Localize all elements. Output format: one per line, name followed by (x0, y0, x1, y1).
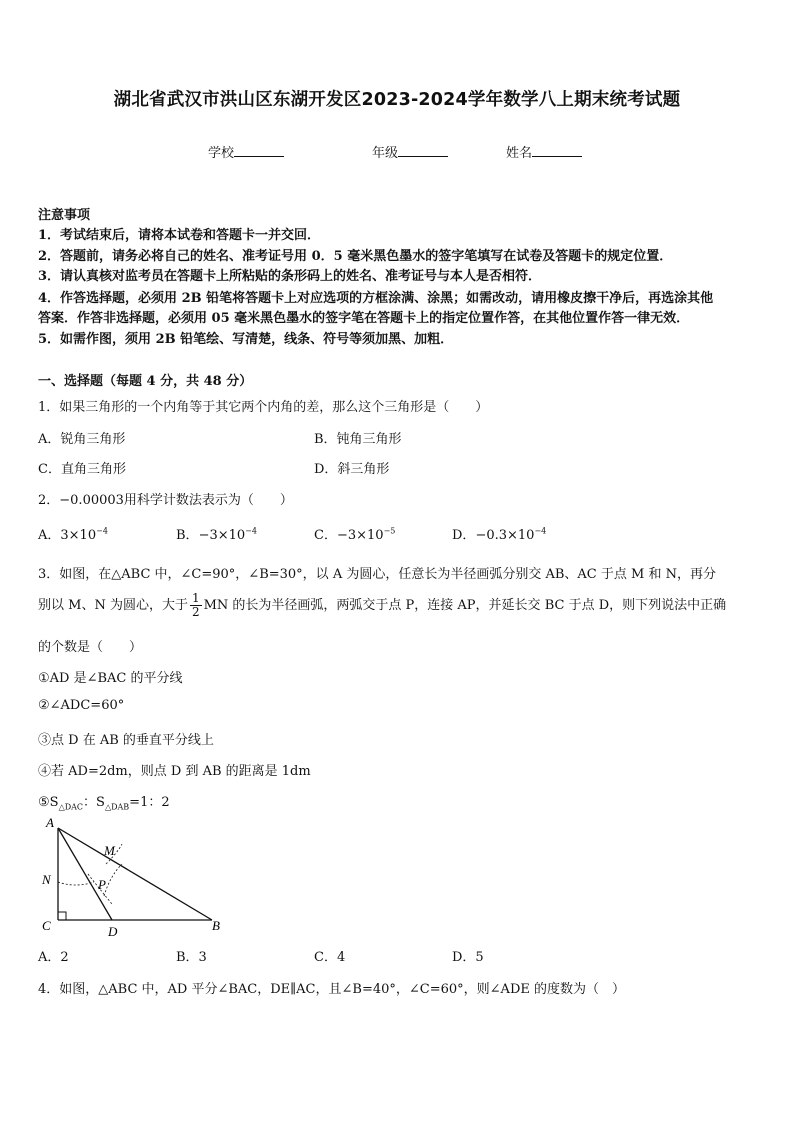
q2-option-c (314, 524, 395, 543)
q3-statement-3: ③点 D 在 AB 的垂直平分线上 (38, 733, 214, 748)
option-label: D． (452, 528, 476, 543)
option-exponent: −4 (96, 526, 108, 536)
q3-option-c: C．4 (314, 950, 346, 965)
option-label: C． (314, 528, 337, 543)
q2-option-b (176, 524, 257, 543)
option-exponent: −4 (534, 526, 547, 536)
line-ad (58, 828, 112, 920)
option-value: −3×10 (336, 528, 384, 543)
note-item: 2．答题前，请务必将自己的姓名、准考证号用 0．5 毫米黑色墨水的签字笔填写在试卷及答题卡的规定位置． (38, 249, 673, 264)
note-item: 4．作答选择题，必须用 2B 铅笔将答题卡上对应选项的方框涂满、涂黑；如需改动，请用橡皮擦干净后，再选涂其他 (38, 291, 714, 306)
school-label: 学校 (208, 146, 235, 161)
school-field (208, 142, 284, 161)
triangle-diagram (30, 812, 230, 940)
section-heading: 一、选择题（每题 4 分，共 48 分） (38, 374, 253, 389)
note-item: 3．请认真核对监考员在答题卡上所粘贴的条形码上的姓名、准考证号与本人是否相符． (38, 269, 542, 284)
fraction-half (190, 592, 202, 619)
arc-p2 (104, 864, 122, 896)
q2-option-d (452, 524, 546, 543)
q1-option-c: C．直角三角形 (38, 462, 126, 477)
label-b: B (212, 918, 220, 933)
side-ab (58, 828, 212, 920)
grade-field (372, 142, 448, 161)
label-m: M (104, 843, 115, 858)
name-label: 姓名 (506, 146, 533, 161)
label-p: P (98, 877, 106, 892)
note-item: 5．如需作图，须用 2B 铅笔绘、写清楚，线条、符号等须加黑、加粗． (38, 332, 454, 347)
name-field (506, 142, 582, 161)
fraction-denominator: 2 (191, 605, 200, 619)
label-d: D (108, 924, 118, 939)
option-value: −0.3×10 (475, 528, 535, 543)
q3-option-b: B．3 (176, 950, 207, 965)
notes-heading: 注意事项 (38, 208, 91, 223)
s5-sub: △DAB (104, 802, 130, 812)
option-exponent: −4 (245, 526, 257, 536)
option-label: B． (176, 528, 199, 543)
q3-option-d: D．5 (452, 950, 484, 965)
label-a: A (46, 815, 54, 830)
name-blank (532, 144, 582, 157)
school-blank (234, 144, 284, 157)
option-value: −3×10 (198, 528, 246, 543)
q3-line1: 3．如图，在△ABC 中，∠C=90°，∠B=30°，以 A 为圆心，任意长为半径画弧分别交 AB、AC 于点 M 和 N，再分 (38, 567, 716, 582)
fraction-numerator: 1 (191, 591, 200, 605)
note-item: 1．考试结束后，请将本试卷和答题卡一并交回． (38, 228, 321, 243)
q3-line3: 的个数是（ ） (38, 640, 143, 655)
option-value: 3×10 (60, 528, 97, 543)
option-exponent: −5 (383, 526, 396, 536)
q4-stem: 4．如图，△ABC 中，AD 平分∠BAC，DE∥AC，且∠B=40°，∠C=60°，则∠ADE 的度数为（ ） (38, 982, 625, 997)
q3-statement-1: ①AD 是∠BAC 的平分线 (38, 671, 183, 686)
note-item: 答案．作答非选择题，必须用 05 毫米黑色墨水的签字笔在答题卡上的指定位置作答，在其他位置作答一律无效． (38, 311, 690, 326)
s5-part: =1：2 (129, 795, 170, 810)
q3-line2-part2: MN 的长为半径画弧，两弧交于点 P，连接 AP，并延长交 BC 于点 D，则下列说法中正确 (203, 598, 727, 613)
exam-title: 湖北省武汉市洪山区东湖开发区2023-2024学年数学八上期末统考试题 (113, 90, 681, 110)
q3-line2-part1: 别以 M、N 为圆心，大于 (38, 598, 188, 613)
q3-statement-5 (38, 791, 170, 812)
right-angle-mark (58, 912, 66, 920)
option-label: A． (38, 528, 61, 543)
grade-blank (398, 144, 448, 157)
s5-part: ⑤S (38, 795, 59, 810)
q1-option-d: D．斜三角形 (314, 462, 390, 477)
q3-option-a: A．2 (38, 950, 69, 965)
label-n: N (42, 872, 51, 887)
q1-stem: 1．如果三角形的一个内角等于其它两个内角的差，那么这个三角形是（ ） (38, 400, 489, 415)
q1-option-a: A．锐角三角形 (38, 432, 126, 447)
triangle-figure (30, 812, 230, 944)
q3-statement-2: ②∠ADC=60° (38, 698, 125, 713)
q3-line2 (38, 591, 726, 621)
q2-option-a (38, 524, 108, 543)
label-c: C (42, 918, 51, 933)
q1-option-b: B．钝角三角形 (314, 432, 402, 447)
s5-sub: △DAC (58, 802, 84, 812)
s5-part: ：S (83, 795, 105, 810)
arc-n (58, 882, 94, 885)
q2-stem: 2．−0.00003用科学计数法表示为（ ） (38, 493, 293, 508)
q3-statement-4: ④若 AD=2dm，则点 D 到 AB 的距离是 1dm (38, 764, 311, 779)
grade-label: 年级 (372, 146, 399, 161)
